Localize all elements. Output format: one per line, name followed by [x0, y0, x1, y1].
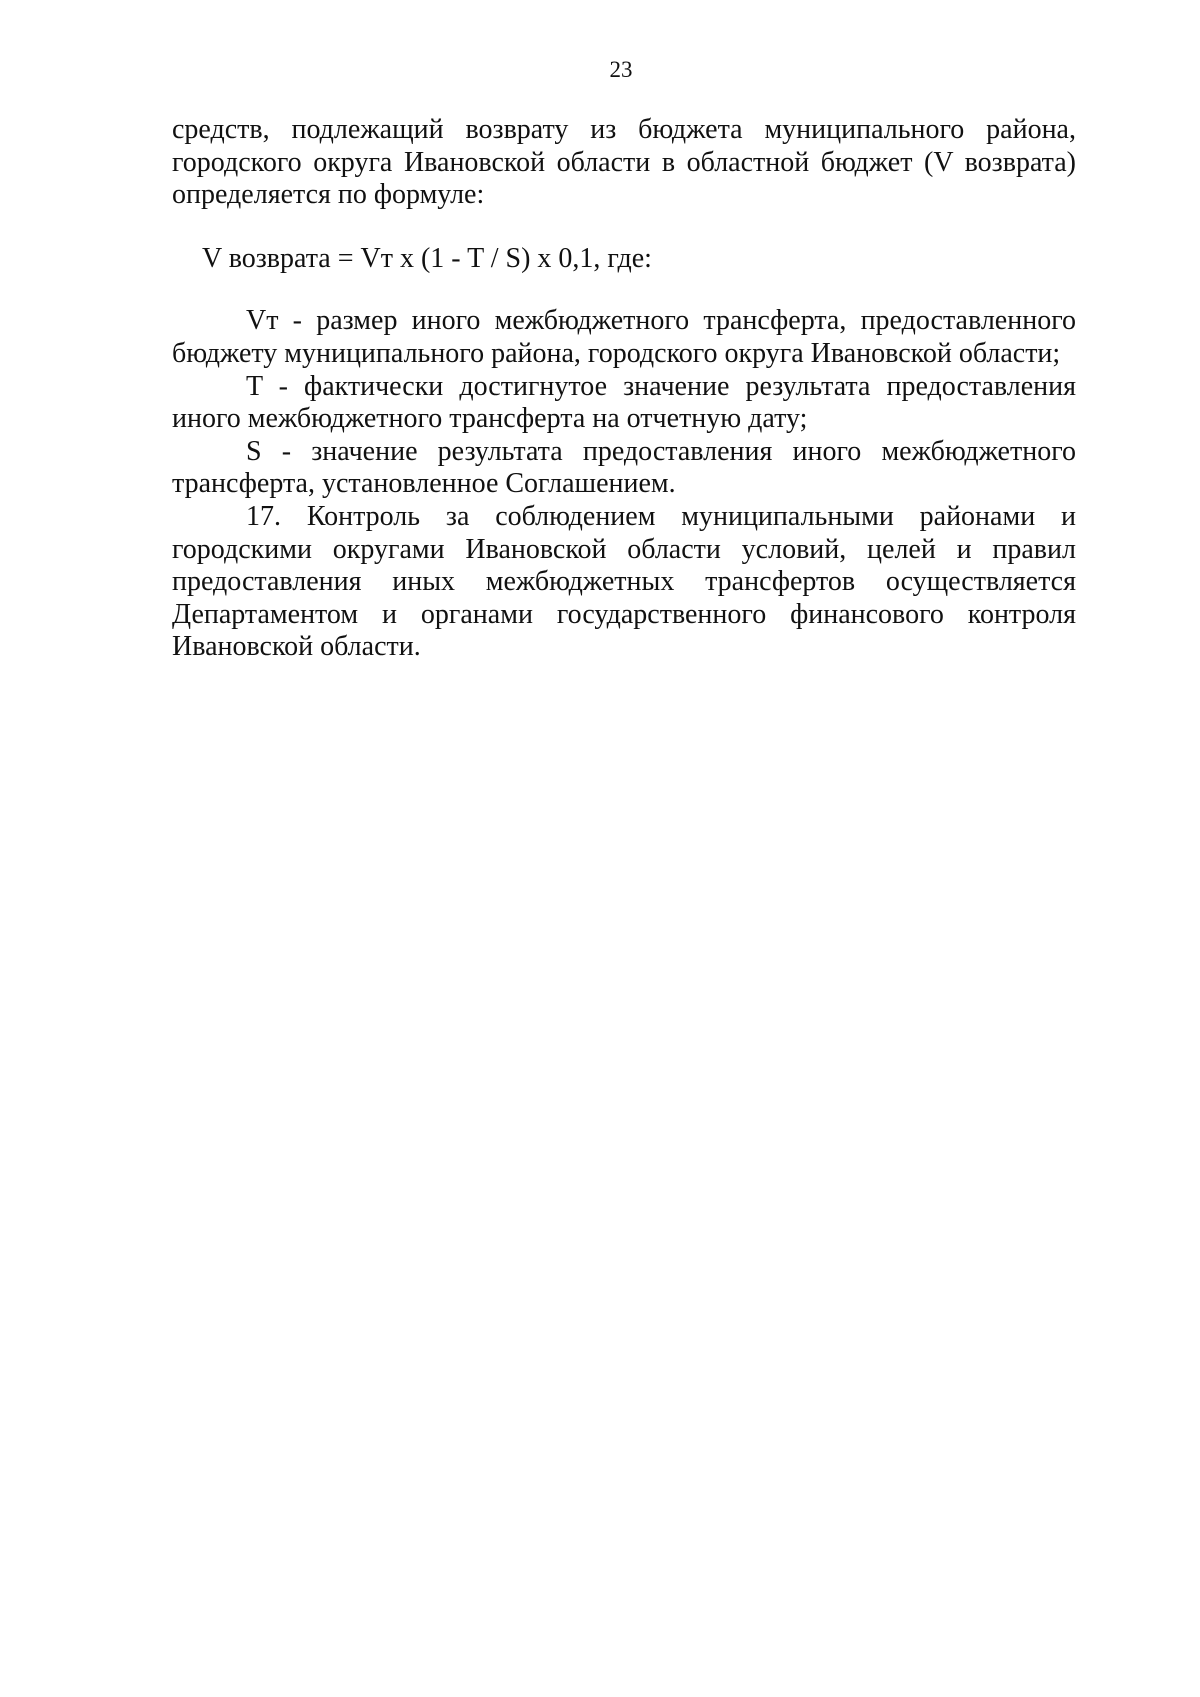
- page-number: 23: [609, 57, 633, 82]
- definition-s: S - значение результата предоставления иного межбюджетного трансферта, установленное Соглашением.: [172, 435, 1076, 500]
- formula: V возврата = Vт x (1 - T / S) x 0,1, где:: [202, 242, 652, 274]
- definition-t: T - фактически достигнутое значение результата предоставления иного межбюджетного трансферта на отчетную дату;: [172, 370, 1076, 435]
- definition-vt: Vт - размер иного межбюджетного трансферта, предоставленного бюджету муниципального района, городского округа Ивановской области;: [172, 305, 1076, 369]
- paragraph-17-control: 17. Контроль за соблюдением муниципальными районами и городскими округами Ивановской области условий, целей и правил предоставления иных межбюджетных трансфертов осуществляется Департаментом и органами государственного финансового контроля Ивановской области.: [172, 500, 1076, 663]
- document-body: [172, 114, 1076, 664]
- paragraph-intro: средств, подлежащий возврату из бюджета муниципального района, городского округа Ивановской области в областной бюджет (V возврата) определяется по формуле:: [172, 114, 1076, 211]
